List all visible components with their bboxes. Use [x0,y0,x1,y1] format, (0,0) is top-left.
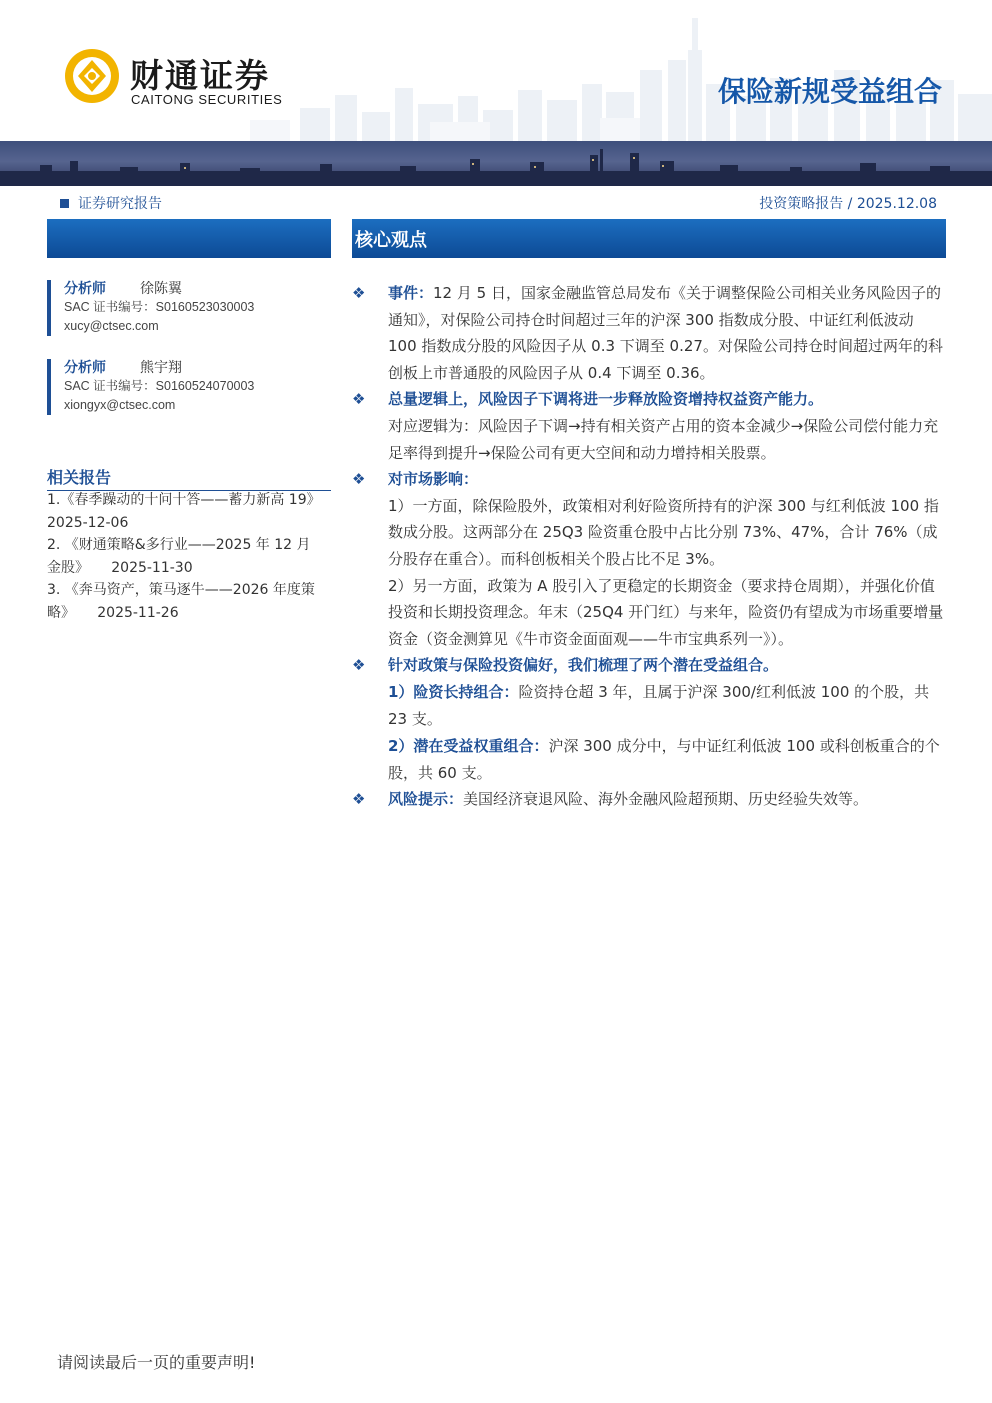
analyst-sac: SAC 证书编号：S0160524070003 [64,379,255,393]
report-title: 保险新规受益组合 [717,75,942,108]
related-report-item[interactable]: 1.《春季躁动的十问十答——蓄力新高 19》 2025-12-06 [47,492,321,531]
diamond-bullet-icon: ❖ [352,470,366,489]
core-view-content [352,280,946,813]
logic-text: 对应逻辑为：风险因子下调→持有相关资产占用的资本金减少→保险公司偿付能力充足率得到提升→保险公司有更大空间和动力增持相关股票。 [388,416,939,462]
related-reports-list [47,489,335,624]
portfolio-2 [352,733,946,786]
left-column-header-bar [47,219,331,258]
analyst-name: 熊宇翔 [140,360,182,376]
risk-label: 风险提示： [388,790,464,809]
portfolio-1-label: 1）险资长持组合： [388,682,519,701]
square-bullet-icon [60,199,69,208]
portfolio-heading: ❖ 针对政策与保险投资偏好，我们梳理了两个潜在受益组合。 [352,652,946,679]
separator: / [843,196,857,212]
portfolio-1-text: 险资持仓超 3 年，且属于沪深 300/红利低波 100 的个股，共 23 支。 [388,682,930,728]
report-category-label: 证券研究报告 [78,196,162,212]
report-category [60,193,162,213]
analyst-sac: SAC 证书编号：S0160523030003 [64,300,255,314]
portfolio-1 [352,679,946,732]
page-header [0,0,992,186]
market-heading: ❖ 对市场影响： [352,466,946,493]
report-type: 投资策略报告 [759,196,844,212]
brand-name-cn: 财通证券 [130,56,270,95]
disclaimer-note: 请阅读最后一页的重要声明! [57,1353,256,1372]
analyst-name: 徐陈翼 [140,281,182,297]
event-label: 事件： [388,284,434,302]
logic-heading: ❖ 总量逻辑上，风险因子下调将进一步释放险资增持权益资产能力。 [352,386,946,413]
caitong-logo-icon [62,46,122,106]
analyst-card [47,359,331,415]
related-reports-title: 相关报告 [47,465,331,491]
diamond-bullet-icon: ❖ [352,284,366,302]
risk-text: 美国经济衰退风险、海外金融风险超预期、历史经验失效等。 [463,790,869,809]
diamond-bullet-icon: ❖ [352,656,366,675]
core-view-title: 核心观点 [352,219,946,258]
analyst-email[interactable]: xucy@ctsec.com [64,319,159,333]
report-date: 2025.12.08 [856,196,937,212]
analyst-email[interactable]: xiongyx@ctsec.com [64,398,176,412]
market-point-1: 1）一方面，除保险股外，政策相对利好险资所持有的沪深 300 与红利低波 100 指数成分股。这两部分在 25Q3 险资重仓股中占比分别 73%、47%，合计 76%（成分股存在重合）。而科创板相关个股占比不足 3%。 [388,496,939,568]
report-type-date [759,193,937,213]
market-point-2: 2）另一方面，政策为 A 股引入了更稳定的长期资金（要求持仓周期），并强化价值投资和长期投资理念。年末（25Q4 开门红）与来年，险资仍有望成为市场重要增量资金（资金测算见《牛市资金面面观——牛市宝典系列一》）。 [388,576,944,648]
diamond-bullet-icon: ❖ [352,790,366,809]
analyst-role: 分析师 [64,360,106,376]
event-text: 12 月 5 日，国家金融监管总局发布《关于调整保险公司相关业务风险因子的通知》，对保险公司持仓时间超过三年的沪深 300 指数成分股、中证红利低波动 100 指数成分股的风险因子从 0.3 下调至 0.27。对保险公司持仓时间超过两年的科创板上市普通股的风险因子从 0.4 下调至 0.36。 [388,284,943,382]
analyst-role: 分析师 [64,281,106,297]
event-paragraph [352,280,946,386]
portfolio-2-label: 2）潜在受益权重组合： [388,737,549,756]
city-panorama-band [0,141,992,186]
related-report-item[interactable]: 2. 《财通策略&多行业——2025 年 12 月 金股》 2025-11-30 [47,537,311,576]
portfolio-2-text: 沪深 300 成分中，与中证红利低波 100 或科创板重合的个股，共 60 支。 [388,737,940,782]
analyst-card [47,280,331,336]
risk-paragraph [352,786,946,813]
brand-name-en: CAITONG SECURITIES [131,92,283,107]
diamond-bullet-icon: ❖ [352,390,366,409]
related-report-item[interactable]: 3. 《奔马资产，策马逐牛——2026 年度策 略》 2025-11-26 [47,582,315,621]
